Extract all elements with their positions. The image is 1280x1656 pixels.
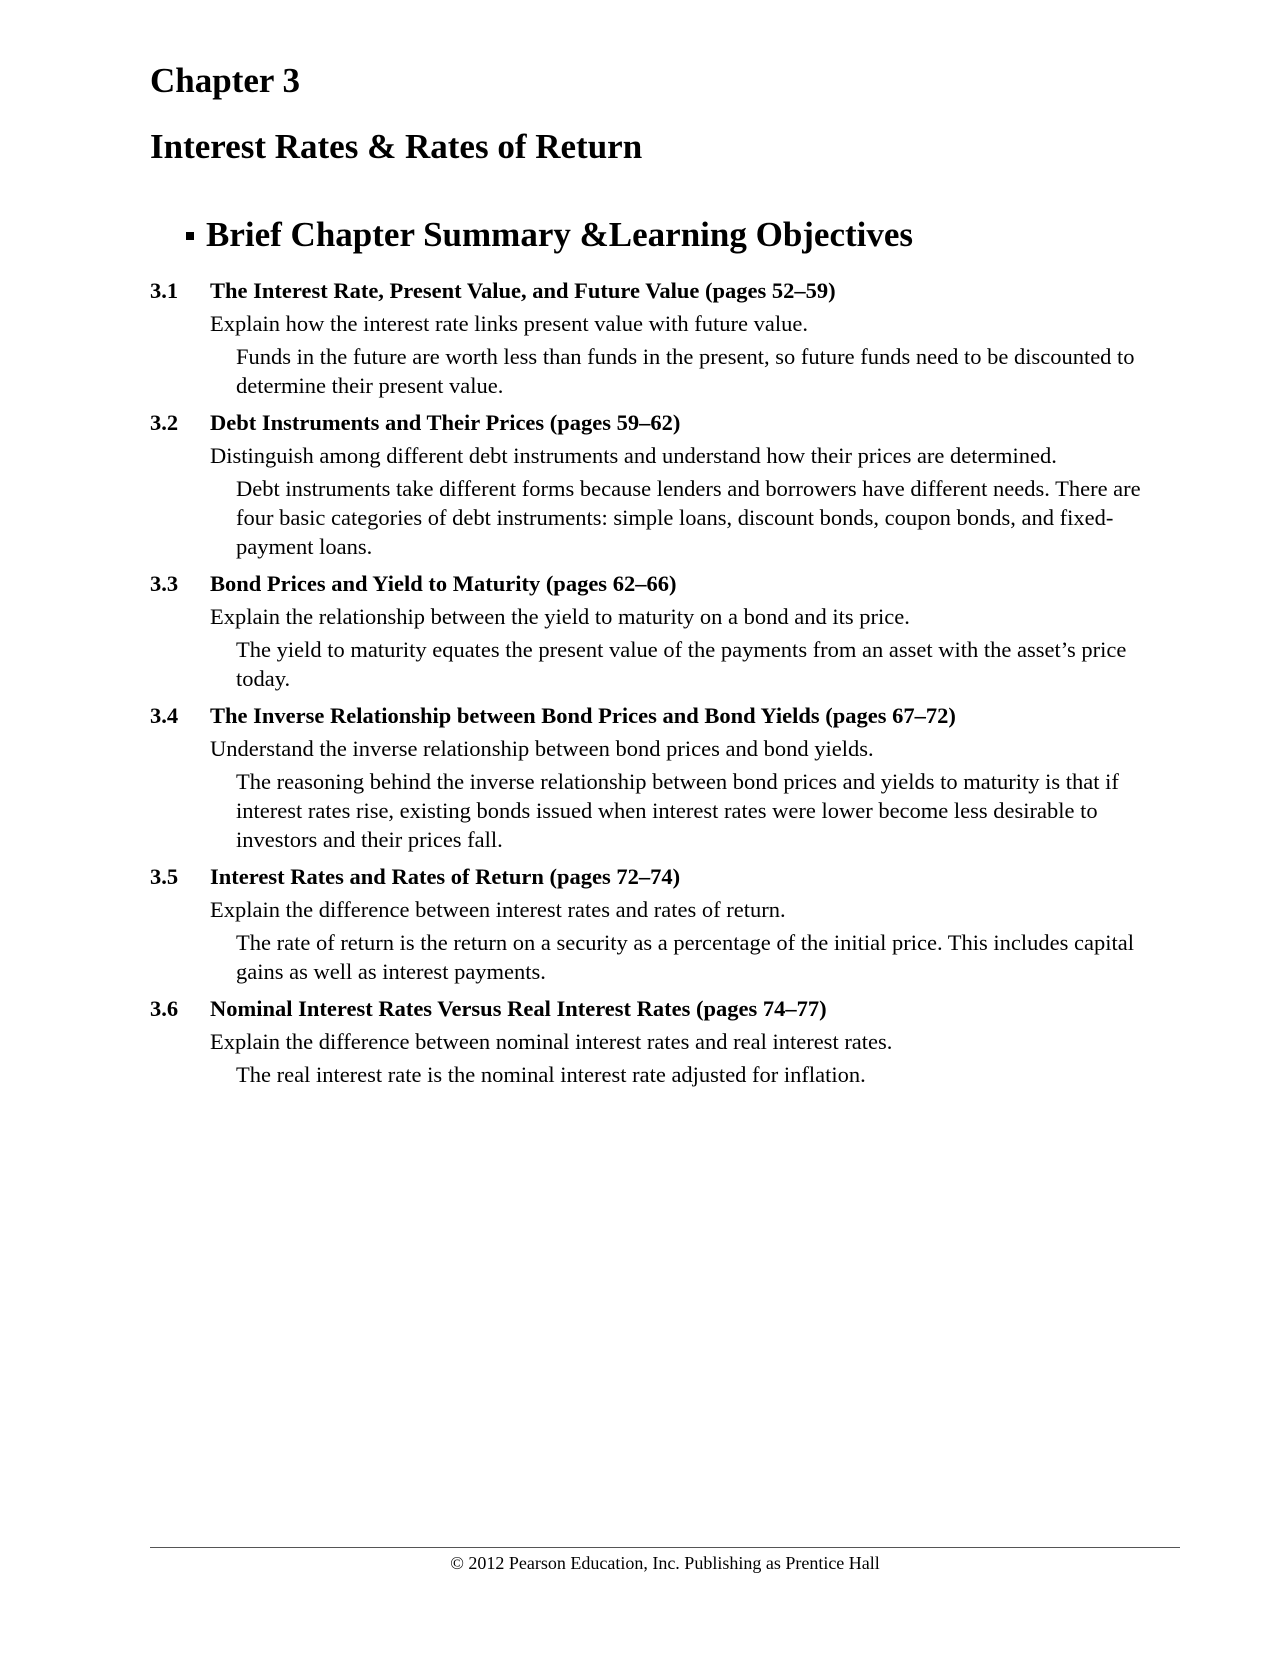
objective-detail: The rate of return is the return on a security as a percentage of the initial price. This includes capital gains as well as interest payments. xyxy=(236,930,1134,984)
objective-title: The Interest Rate, Present Value, and Future Value (pages 52–59) xyxy=(210,278,836,303)
objective-goal: Distinguish among different debt instruments and understand how their prices are determined. xyxy=(210,443,1057,468)
objective-item xyxy=(150,408,1180,561)
objective-number: 3.2 xyxy=(150,410,179,435)
objective-detail: The real interest rate is the nominal interest rate adjusted for inflation. xyxy=(236,1062,866,1087)
chapter-title: Interest Rates & Rates of Return xyxy=(150,127,643,166)
objective-heading xyxy=(150,408,1180,438)
chapter-number: Chapter 3 xyxy=(150,61,301,100)
objective-heading xyxy=(150,276,1180,306)
objective-item xyxy=(150,276,1180,400)
objective-goal: Explain the difference between nominal interest rates and real interest rates. xyxy=(210,1029,893,1054)
objective-goal: Understand the inverse relationship between bond prices and bond yields. xyxy=(210,736,874,761)
footer-divider xyxy=(150,1547,1180,1548)
learning-objectives-list xyxy=(150,276,1180,1097)
objective-number: 3.5 xyxy=(150,864,179,889)
summary-heading-text: Brief Chapter Summary &Learning Objectives xyxy=(206,215,914,254)
summary-heading xyxy=(186,214,913,256)
objective-number: 3.3 xyxy=(150,571,179,596)
objective-title: Nominal Interest Rates Versus Real Interest Rates (pages 74–77) xyxy=(210,996,827,1021)
objective-detail: The reasoning behind the inverse relationship between bond prices and yields to maturity is that if interest rates rise, existing bonds issued when interest rates were lower become less desirable to investors and their prices fall. xyxy=(236,769,1119,852)
objective-title: The Inverse Relationship between Bond Prices and Bond Yields (pages 67–72) xyxy=(210,703,956,728)
objective-goal: Explain the difference between interest rates and rates of return. xyxy=(210,897,786,922)
objective-number: 3.4 xyxy=(150,703,179,728)
square-bullet-icon xyxy=(186,232,194,240)
objective-heading xyxy=(150,701,1180,731)
objective-goal: Explain the relationship between the yield to maturity on a bond and its price. xyxy=(210,604,910,629)
objective-detail: Funds in the future are worth less than funds in the present, so future funds need to be discounted to determine their present value. xyxy=(236,344,1135,398)
objective-title: Debt Instruments and Their Prices (pages 59–62) xyxy=(210,410,681,435)
objective-number: 3.1 xyxy=(150,278,179,303)
objective-heading xyxy=(150,994,1180,1024)
objective-goal: Explain how the interest rate links present value with future value. xyxy=(210,311,808,336)
objective-item xyxy=(150,862,1180,986)
objective-number: 3.6 xyxy=(150,996,179,1021)
objective-heading xyxy=(150,862,1180,892)
objective-detail: The yield to maturity equates the present value of the payments from an asset with the asset’s price today. xyxy=(236,637,1127,691)
objective-detail: Debt instruments take different forms because lenders and borrowers have different needs. There are four basic categories of debt instruments: simple loans, discount bonds, coupon bonds, and fixed-payment loans. xyxy=(236,476,1141,559)
objective-title: Interest Rates and Rates of Return (pages 72–74) xyxy=(210,864,681,889)
objective-title: Bond Prices and Yield to Maturity (pages 62–66) xyxy=(210,571,677,596)
objective-item xyxy=(150,701,1180,854)
objective-item xyxy=(150,994,1180,1089)
footer-copyright: © 2012 Pearson Education, Inc. Publishing as Prentice Hall xyxy=(450,1553,880,1573)
objective-item xyxy=(150,569,1180,693)
objective-heading xyxy=(150,569,1180,599)
